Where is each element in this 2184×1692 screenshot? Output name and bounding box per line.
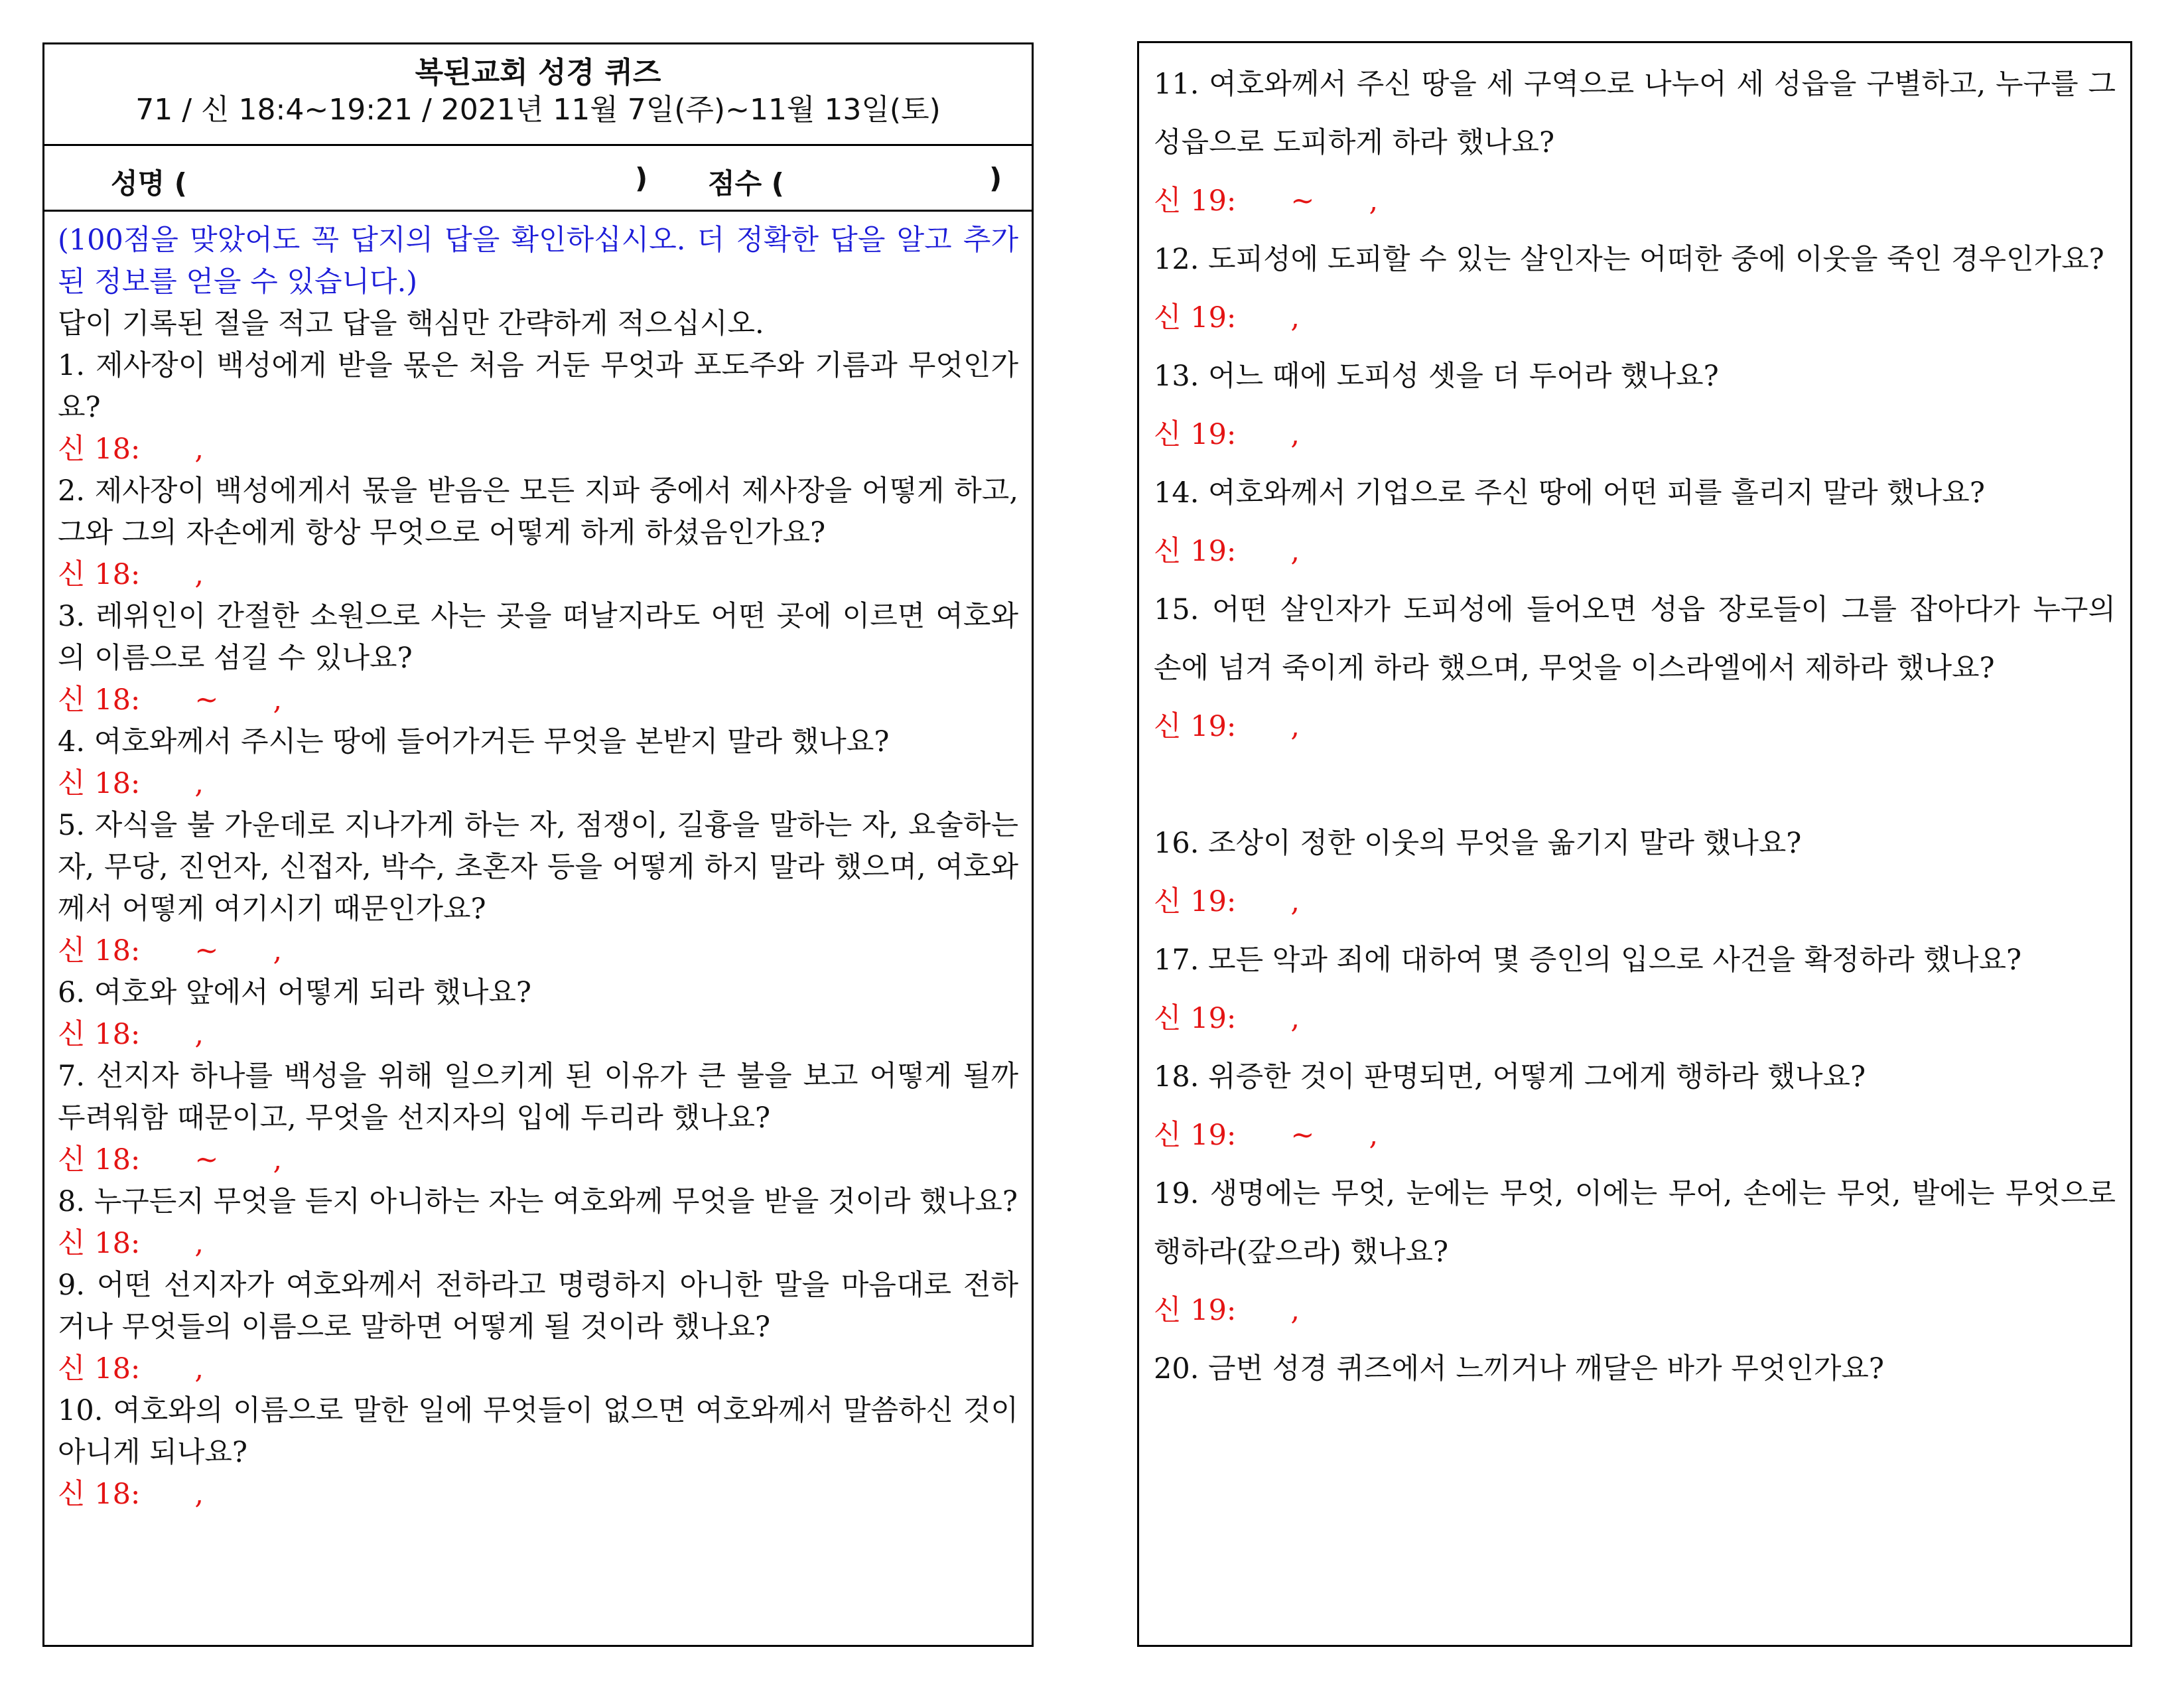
question-text: 14. 여호와께서 기업으로 주신 땅에 어떤 피를 흘리지 말라 했나요? (1154, 476, 1985, 510)
answer-line[interactable]: 신 18: ~ , (58, 1143, 283, 1176)
answer-line[interactable]: 신 19: ~ , (1154, 1119, 1379, 1152)
question-text: 4. 여호와께서 주시는 땅에 들어가거든 무엇을 본받지 말라 했나요? (58, 725, 890, 758)
question-text: 7. 선지자 하나를 백성을 위해 일으키게 된 이유가 큰 불을 보고 어떻게 될까 두려워함 때문이고, 무엇을 선지자의 입에 두리라 했나요? (58, 1060, 1018, 1135)
answer-line[interactable]: 신 19: , (1154, 885, 1300, 918)
answer-line[interactable]: 신 18: , (58, 1352, 204, 1385)
answer-line[interactable]: 신 18: , (58, 767, 204, 800)
question-text: 11. 여호와께서 주신 땅을 세 구역으로 나누어 세 성읍을 구별하고, 누구를 그 성읍으로 도피하게 하라 했나요? (1154, 68, 2116, 159)
answer-line[interactable]: 신 18: , (58, 558, 204, 591)
score-label: 점수 ( (708, 167, 784, 200)
question-text: 13. 어느 때에 도피성 셋을 더 두어라 했나요? (1154, 360, 1719, 393)
answer-line[interactable]: 신 19: , (1154, 710, 1300, 743)
name-score-row (44, 146, 1032, 212)
question-text: 18. 위증한 것이 판명되면, 어떻게 그에게 행하라 했나요? (1154, 1060, 1866, 1093)
notice-text: (100점을 맞았어도 꼭 답지의 답을 확인하십시오. 더 정확한 답을 알고 추가된 정보를 얻을 수 있습니다.) (58, 224, 1018, 299)
answer-line[interactable]: 신 19: , (1154, 1002, 1300, 1035)
question-text: 5. 자식을 불 가운데로 지나가게 하는 자, 점쟁이, 길흉을 말하는 자, 요술하는 자, 무당, 진언자, 신접자, 박수, 초혼자 등을 어떻게 하지 말라 했으며, 여호와께서 어떻게 여기시기 때문인가요? (58, 809, 1018, 926)
right-questions (1139, 43, 2130, 1398)
answer-line[interactable]: 신 18: , (58, 1227, 204, 1260)
quiz-sheet-left (42, 42, 1034, 1647)
spacer (1154, 756, 2116, 814)
name-field[interactable] (220, 162, 632, 195)
quiz-subtitle: 71 / 신 18:4~19:21 / 2021년 11월 7일(주)~11월 13일(토) (135, 93, 941, 127)
question-text: 9. 어떤 선지자가 여호와께서 전하라고 명령하지 아니한 말을 마음대로 전하거나 무엇들의 이름으로 말하면 어떻게 될 것이라 했나요? (58, 1269, 1018, 1344)
question-text: 12. 도피성에 도피할 수 있는 살인자는 어떠한 중에 이웃을 죽인 경우인가요? (1154, 243, 2104, 276)
question-text: 1. 제사장이 백성에게 받을 몫은 처음 거둔 무엇과 포도주와 기름과 무엇인가요? (58, 349, 1018, 424)
question-text: 20. 금번 성경 퀴즈에서 느끼거나 깨달은 바가 무엇인가요? (1154, 1352, 1884, 1385)
answer-line[interactable]: 신 18: , (58, 433, 204, 466)
answer-line[interactable]: 신 19: ~ , (1154, 184, 1379, 218)
instruction-text: 답이 기록된 절을 적고 답을 핵심만 간략하게 적으십시오. (58, 307, 764, 340)
question-text: 16. 조상이 정한 이웃의 무엇을 옮기지 말라 했나요? (1154, 827, 1802, 860)
quiz-title: 복된교회 성경 퀴즈 (415, 56, 661, 90)
quiz-sheet-right (1137, 41, 2132, 1647)
answer-line[interactable]: 신 18: ~ , (58, 683, 283, 717)
question-text: 3. 레위인이 간절한 소원으로 사는 곳을 떠날지라도 어떤 곳에 이르면 여호와의 이름으로 섬길 수 있나요? (58, 600, 1018, 675)
question-text: 15. 어떤 살인자가 도피성에 들어오면 성읍 장로들이 그를 잡아다가 누구의 손에 넘겨 죽이게 하라 했으며, 무엇을 이스라엘에서 제하라 했나요? (1154, 593, 2116, 685)
question-text: 19. 생명에는 무엇, 눈에는 무엇, 이에는 무어, 손에는 무엇, 발에는 무엇으로 행하라(갚으라) 했나요? (1154, 1177, 2116, 1269)
quiz-header (44, 44, 1032, 146)
question-text: 6. 여호와 앞에서 어떻게 되라 했나요? (58, 976, 531, 1009)
question-text: 8. 누구든지 무엇을 듣지 아니하는 자는 여호와께 무엇을 받을 것이라 했나요? (58, 1185, 1018, 1218)
question-text: 17. 모든 악과 죄에 대하여 몇 증인의 입으로 사건을 확정하라 했나요? (1154, 944, 2022, 977)
score-close: ) (989, 162, 1002, 194)
question-text: 2. 제사장이 백성에게서 몫을 받음은 모든 지파 중에서 제사장을 어떻게 하고, 그와 그의 자손에게 항상 무엇으로 어떻게 하게 하셨음인가요? (58, 474, 1018, 549)
name-label: 성명 ( (111, 167, 187, 200)
score-field[interactable] (801, 162, 987, 195)
answer-line[interactable]: 신 19: , (1154, 418, 1300, 451)
question-text: 10. 여호와의 이름으로 말한 일에 무엇들이 없으면 여호와께서 말씀하신 것이 아니게 되나요? (58, 1394, 1018, 1469)
answer-line[interactable]: 신 18: , (58, 1018, 204, 1051)
answer-line[interactable]: 신 18: , (58, 1478, 204, 1511)
answer-line[interactable]: 신 19: , (1154, 301, 1300, 334)
answer-line[interactable]: 신 18: ~ , (58, 934, 283, 967)
answer-line[interactable]: 신 19: , (1154, 535, 1300, 568)
name-close: ) (635, 162, 648, 194)
answer-line[interactable]: 신 19: , (1154, 1294, 1300, 1327)
left-questions (44, 212, 1032, 1516)
